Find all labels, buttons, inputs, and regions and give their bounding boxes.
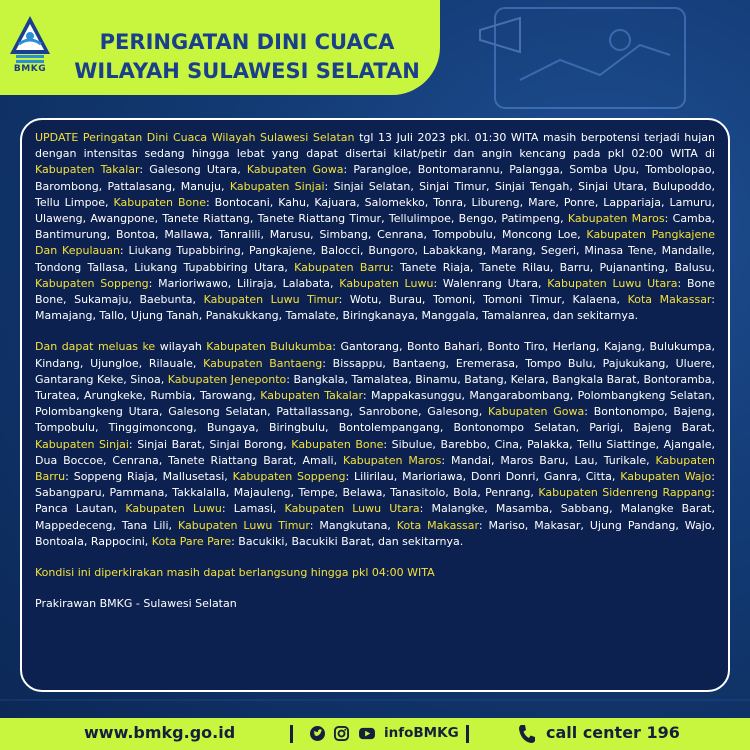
body-text: : Sibulue, Barebbo, Cina, Palakka, Tellu Siattinge, Ajangale, Dua Boccoe, Cenrana, Tanete Riattang Barat, Amali, [35,437,715,467]
highlighted-text: Kabupaten Luwu [339,276,434,290]
body-text: wilayah [155,340,207,354]
footer-bar [0,718,750,750]
highlighted-text: Kota Makassar [627,293,712,307]
youtube-icon[interactable] [358,726,376,741]
highlighted-text: Kabupaten Gowa [488,405,585,419]
body-text: tgl 13 Juli 2023 pkl. 01:30 WITA masih berpotensi terjadi hujan dengan intensitas sedang hingga lebat yang dapat disertai kilat/petir dan angin kencang pada pkl 02:00 WITA di [35,131,715,161]
bulletin-paragraph [35,565,715,581]
body-text: : Tanete Riaja, Tanete Rilau, Barru, Pujananting, Balusu, [390,260,715,274]
body-text: : Parangloe, Bontomarannu, Palangga, Somba Upu, Tombolopao, Barombong, Pattalasang, Manuju, [35,163,715,193]
bulletin-paragraph [35,130,715,324]
body-text: Prakirawan BMKG - Sulawesi Selatan [35,597,237,611]
header-banner [0,0,440,95]
highlighted-text: Kabupaten Maros [343,453,442,467]
bulletin-paragraph [35,339,715,550]
body-text: : Galesong Utara, [139,163,247,177]
highlighted-text: Kota Pare Pare [151,534,232,548]
highlighted-text: Kabupaten Jeneponto [167,372,287,386]
highlighted-text: Kabupaten Luwu Timur [203,293,339,307]
body-text: : Mamajang, Tallo, Ujung Tanah, Panakukkang, Tamalate, Biringkanaya, Manggala, Tamalanrea, dan sekitarnya. [35,293,715,323]
body-text: : Wotu, Burau, Tomoni, Tomoni Timur, Kalaena, [338,293,628,307]
bulletin-paragraph [35,596,715,612]
highlighted-text: Kondisi ini diperkirakan masih dapat berlangsung hingga pkl 04:00 WITA [35,566,435,580]
highlighted-text: Kabupaten Takalar [35,163,140,177]
logo-text: BMKG [13,64,47,74]
body-text: : Mariso, Makasar, Ujung Pandang, Wajo, Bontoala, Rappocini, [35,518,715,548]
highlighted-text: Kabupaten Soppeng [35,276,149,290]
body-text: : Bone Bone, Sukamaju, Baebunta, [35,276,715,307]
body-text: : Marioriwawo, Liliraja, Lalabata, [148,276,340,290]
highlighted-text: Kabupaten Sinjai [229,179,325,193]
warning-bulletin-panel [20,118,730,692]
call-center[interactable]: call center 196 [546,723,680,742]
highlighted-text: Kabupaten Luwu Timur [177,518,310,532]
highlighted-text: Kabupaten Sinjai [35,437,129,451]
highlighted-text: Kabupaten Luwu Utara [284,502,420,516]
body-text: : Bontocani, Kahu, Kajuara, Salomekko, Tonra, Libureng, Mare, Ponre, Lappariaja, Lamuru, Ulaweng, Awangpone, Tanete Riattang, Tanete Riattang Timur, Tellulimpoe, Bengo, Patimpeng, [35,195,715,226]
body-text: : Mangkutana, [309,518,397,532]
body-text: : Mappakasunggu, Mangarabombang, Polombangkeng Selatan, Polombangkeng Utara, Galesong Selatan, Pattallassang, Sanrobone, Galesong, [35,389,715,419]
highlighted-text: Kabupaten Takalar [260,389,363,403]
website-link[interactable]: www.bmkg.go.id [84,723,236,742]
twitter-icon[interactable] [310,726,325,741]
body-text: : Sinjai Selatan, Sinjai Timur, Sinjai Tengah, Sinjai Utara, Bulupoddo, Tellu Limpoe, [35,179,715,209]
highlighted-text: Kabupaten Wajo [620,470,712,484]
highlighted-text: Kabupaten Bone [113,195,206,209]
highlighted-text: Kabupaten Pangkajene Dan Kepulauan [35,228,715,258]
body-text: : Camba, Bantimurung, Bontoa, Mallawa, Tanralili, Marusu, Simbang, Cenrana, Tompobulu, Moncong Loe, [35,212,715,242]
highlighted-text: Kabupaten Gowa [246,163,344,177]
highlighted-text: Kabupaten Luwu [125,502,222,516]
page-title [62,28,432,86]
highlighted-text: Kabupaten Soppeng [232,470,346,484]
highlighted-text: Kabupaten Maros [567,212,665,226]
body-text: : Bacukiki, Bacukiki Barat, dan sekitarnya. [231,534,464,548]
body-text: : Malangke, Masamba, Sabbang, Malangke Barat, Mappedeceng, Tana Lili, [35,502,715,532]
body-text: : Soppeng Riaja, Mallusetasi, [65,470,233,484]
title-line-2: WILAYAH SULAWESI SELATAN [74,59,420,83]
footer-divider [290,725,293,743]
highlighted-text: Kabupaten Bone [291,437,384,451]
highlighted-text: Kota Makassar [396,518,479,532]
highlighted-text: Kabupaten Bantaeng [203,356,323,370]
body-text: : Lilirilau, Marioriawa, Donri Donri, Ganra, Citta, [345,470,621,484]
highlighted-text: Kabupaten Luwu Utara [547,276,678,290]
body-text: : Gantorang, Bonto Bahari, Bonto Tiro, Herlang, Kajang, Bulukumpa, Kindang, Ujungloe, Rilauale, [35,340,715,370]
body-text: : Sabangparu, Pammana, Takkalalla, Majauleng, Tempe, Belawa, Tanasitolo, Bola, Penrang, [35,470,715,500]
highlighted-text: Kabupaten Barru [35,453,716,484]
highlighted-text: UPDATE Peringatan Dini Cuaca Wilayah Sulawesi Selatan [35,131,355,144]
body-text: : Sinjai Barat, Sinjai Borong, [128,437,292,451]
body-text: : Bangkala, Tamalatea, Binamu, Batang, Kelara, Bangkala Barat, Bontoramba, Turatea, Arungkeke, Rumbia, Tarowang, [35,372,715,403]
highlighted-text: Kabupaten Barru [294,260,391,274]
social-handle[interactable]: infoBMKG [384,725,459,741]
body-text: : Mandai, Maros Baru, Lau, Turikale, [441,453,656,467]
highlighted-text: Kabupaten Bulukumba [206,340,333,354]
highlighted-text: Dan dapat meluas ke [35,340,156,354]
phone-icon [518,724,536,744]
instagram-icon[interactable] [334,726,349,741]
body-text: : Panca Lautan, [35,486,715,516]
body-text: : Bontonompo, Bajeng, Tompobulu, Tinggimoncong, Bungaya, Biringbulu, Bontolempangang, Bontonompo Selatan, Parigi, Bajeng Barat, [35,405,715,435]
highlighted-text: Kabupaten Sidenreng Rappang [538,486,712,500]
body-text: : Liukang Tupabbiring, Pangkajene, Balocci, Bungoro, Labakkang, Marang, Segeri, Minasa Tene, Mandalle, Tondong Tallasa, Liukang Tupabbiring Utara, [35,244,715,274]
body-text: : Lamasi, [221,502,285,516]
footer-divider [466,725,469,743]
body-text: : Bissappu, Bantaeng, Eremerasa, Tompo Bulu, Pajukukang, Uluere, Gantarang Keke, Sinoa, [35,356,715,386]
body-text: : Walenrang Utara, [433,276,548,290]
title-line-1: PERINGATAN DINI CUACA [99,30,395,54]
